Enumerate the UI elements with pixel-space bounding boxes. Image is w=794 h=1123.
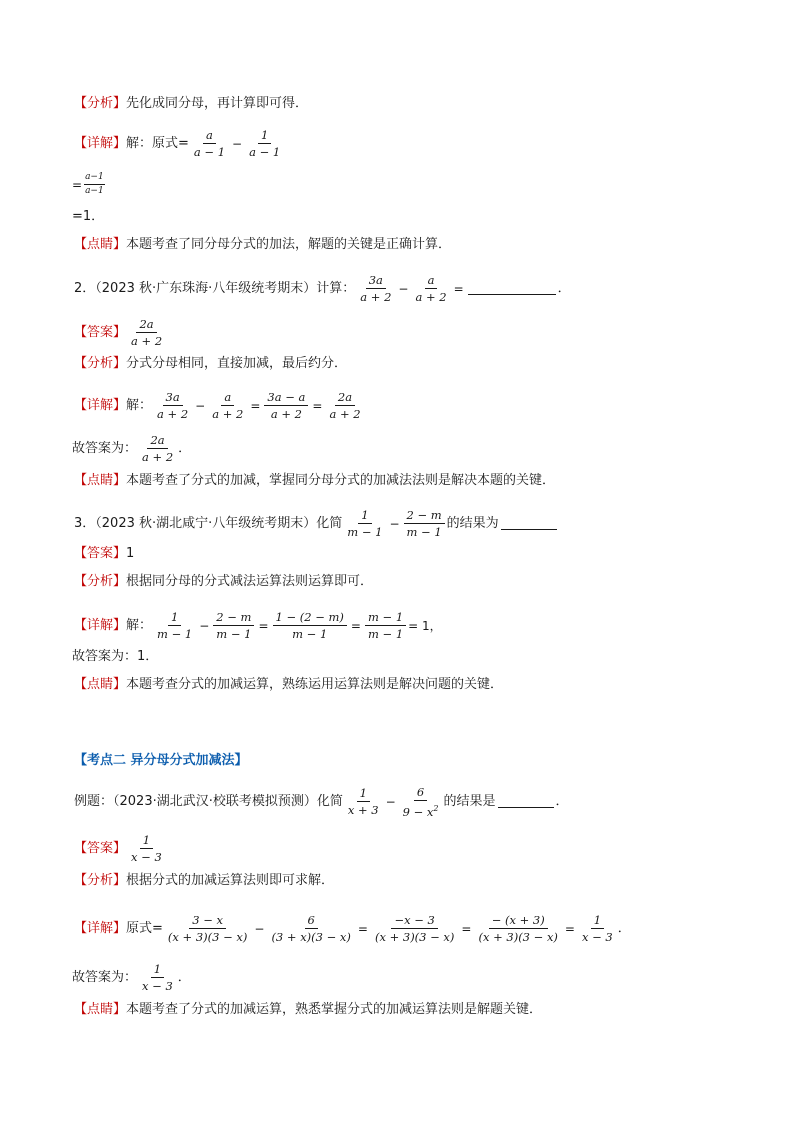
denominator: a + 2 bbox=[131, 334, 163, 348]
fraction bbox=[139, 433, 176, 464]
denominator: a + 2 bbox=[157, 407, 189, 421]
numerator: 2 − m bbox=[213, 610, 254, 626]
fraction bbox=[357, 273, 394, 304]
denominator: m − 1 bbox=[157, 627, 193, 641]
numerator: 3 − x bbox=[189, 913, 226, 929]
point-line-2 bbox=[74, 472, 734, 490]
denominator: a − 1 bbox=[193, 145, 226, 159]
analysis-line-1 bbox=[74, 95, 734, 113]
answer-line-2 bbox=[74, 317, 734, 348]
denominator: m − 1 bbox=[292, 627, 328, 641]
fraction bbox=[246, 128, 283, 159]
denominator: (x + 3)(3 − x) bbox=[478, 930, 558, 944]
point-tag: 【点睛】 bbox=[74, 237, 127, 252]
equals-sign: = bbox=[312, 398, 323, 413]
point-line-3 bbox=[74, 676, 734, 694]
final-text: 故答案为： bbox=[72, 440, 138, 456]
question-prefix: 例题：（2023·湖北武汉·校联考模拟预测）化简 bbox=[74, 793, 343, 809]
fraction bbox=[139, 962, 176, 993]
numerator: 1 bbox=[258, 128, 271, 144]
question-prefix: 2．（2023 秋·广东珠海·八年级统考期末）计算： bbox=[74, 280, 356, 296]
equals-sign: = bbox=[564, 921, 575, 936]
fraction bbox=[475, 913, 560, 944]
detail-text: 解： bbox=[126, 397, 153, 413]
analysis-text: 根据同分母的分式减法运算法则运算即可． bbox=[126, 574, 374, 589]
equals-sign: = bbox=[350, 618, 361, 633]
analysis-tag: 【分析】 bbox=[74, 574, 127, 589]
point-line-4 bbox=[74, 1001, 734, 1019]
denominator: a + 2 bbox=[360, 290, 392, 304]
fraction bbox=[165, 913, 250, 944]
fraction bbox=[273, 610, 347, 641]
final-end: ． bbox=[177, 969, 191, 985]
final-answer-4 bbox=[72, 962, 734, 993]
equals-sign: = bbox=[258, 618, 269, 633]
answer-line-3 bbox=[74, 545, 734, 563]
numerator: − (x + 3) bbox=[489, 913, 548, 929]
denominator: (x + 3)(3 − x) bbox=[374, 930, 455, 944]
numerator: 1 bbox=[168, 610, 181, 626]
fraction bbox=[326, 390, 363, 421]
detail-end: ． bbox=[617, 920, 631, 936]
minus-sign: − bbox=[254, 921, 265, 936]
analysis-line-4 bbox=[74, 872, 734, 890]
detail-text: 解： bbox=[126, 617, 153, 633]
example-question bbox=[74, 785, 734, 819]
denominator: m − 1 bbox=[216, 627, 252, 641]
minus-sign: − bbox=[385, 794, 396, 809]
answer-blank bbox=[498, 795, 554, 808]
denominator: m − 1 bbox=[367, 627, 404, 641]
fraction bbox=[365, 610, 406, 641]
analysis-text: 根据分式的加减运算法则即可求解． bbox=[126, 873, 335, 888]
denominator: a + 2 bbox=[329, 407, 361, 421]
numerator: a bbox=[425, 273, 438, 289]
final-answer-2 bbox=[72, 433, 734, 464]
detail-tag: 【详解】 bbox=[74, 397, 127, 413]
equals-sign: = bbox=[453, 281, 464, 296]
fraction bbox=[128, 317, 165, 348]
denominator: a + 2 bbox=[142, 450, 174, 464]
fraction bbox=[154, 610, 195, 641]
fraction bbox=[154, 390, 191, 421]
section-title: 【考点二 异分母分式加减法】 bbox=[74, 753, 248, 768]
analysis-text: 分式分母相同，直接加减，最后约分． bbox=[126, 356, 348, 371]
minus-sign: − bbox=[398, 281, 409, 296]
denominator: x + 3 bbox=[347, 803, 379, 818]
question-end: ． bbox=[557, 280, 571, 296]
analysis-tag: 【分析】 bbox=[74, 356, 127, 371]
question-3 bbox=[74, 508, 734, 539]
fraction bbox=[400, 785, 442, 819]
answer-tag: 【答案】 bbox=[74, 546, 127, 561]
analysis-line-3 bbox=[74, 573, 734, 591]
fraction bbox=[345, 786, 382, 817]
minus-sign: − bbox=[195, 398, 206, 413]
point-line-1 bbox=[74, 236, 734, 254]
denominator: a + 2 bbox=[270, 407, 302, 421]
detail-line-4 bbox=[74, 913, 734, 944]
answer-blank bbox=[468, 282, 556, 295]
equals-sign: = bbox=[461, 921, 472, 936]
numerator: a bbox=[203, 128, 216, 144]
analysis-tag: 【分析】 bbox=[74, 873, 127, 888]
denominator: a + 2 bbox=[415, 290, 447, 304]
question-suffix: 的结果为 bbox=[446, 515, 499, 531]
numerator: 1 bbox=[140, 833, 153, 849]
fraction bbox=[404, 508, 445, 539]
analysis-text: 先化成同分母，再计算即可得． bbox=[126, 96, 309, 111]
numerator: −x − 3 bbox=[391, 913, 437, 929]
step-line-2 bbox=[72, 208, 734, 226]
numerator: 6 bbox=[305, 913, 318, 929]
fraction bbox=[213, 610, 254, 641]
fraction bbox=[264, 390, 308, 421]
equals-sign: = bbox=[357, 921, 368, 936]
numerator: 1 bbox=[358, 508, 371, 524]
step-line-1 bbox=[72, 172, 734, 197]
detail-line-1 bbox=[74, 128, 734, 159]
denominator: (3 + x)(3 − x) bbox=[271, 930, 351, 944]
answer-tag: 【答案】 bbox=[74, 324, 127, 340]
numerator: 1 bbox=[357, 786, 370, 802]
numerator: 2a bbox=[147, 433, 167, 449]
numerator: a−1 bbox=[84, 172, 105, 185]
section-heading bbox=[74, 752, 734, 770]
final-end: ． bbox=[178, 440, 192, 456]
fraction bbox=[372, 913, 457, 944]
point-text: 本题考查分式的加减运算，熟练运用运算法则是解决问题的关键． bbox=[126, 677, 504, 692]
numerator: 6 bbox=[414, 785, 427, 801]
denominator-base: 9 − x bbox=[402, 804, 434, 819]
point-tag: 【点睛】 bbox=[74, 1002, 127, 1017]
minus-sign: − bbox=[199, 618, 210, 633]
denominator: a + 2 bbox=[212, 407, 244, 421]
fraction bbox=[191, 128, 228, 159]
final-text: 故答案为：1． bbox=[72, 649, 159, 664]
detail-text: 解：原式= bbox=[126, 135, 189, 151]
answer-tag: 【答案】 bbox=[74, 840, 127, 856]
numerator: 3a bbox=[366, 273, 386, 289]
point-text: 本题考查了分式的加减，掌握同分母分式的加减法法则是解决本题的关键． bbox=[126, 473, 556, 488]
numerator: 2 − m bbox=[404, 508, 445, 524]
detail-line-2 bbox=[74, 390, 734, 421]
numerator: 1 − (2 − m) bbox=[273, 610, 347, 626]
final-answer-3 bbox=[72, 648, 734, 666]
question-prefix: 3．（2023 秋·湖北咸宁·八年级统考期末）化简 bbox=[74, 515, 343, 531]
minus-sign: − bbox=[389, 516, 400, 531]
answer-line-4 bbox=[74, 833, 734, 864]
numerator: m − 1 bbox=[365, 610, 406, 626]
answer-blank bbox=[501, 517, 557, 530]
equals-sign: = bbox=[72, 177, 83, 192]
denominator: a − 1 bbox=[249, 145, 281, 159]
numerator: a bbox=[221, 390, 234, 406]
denominator: m − 1 bbox=[347, 525, 383, 539]
denominator: m − 1 bbox=[406, 525, 442, 539]
step-result: =1． bbox=[72, 209, 105, 224]
denominator: x − 3 bbox=[131, 850, 162, 864]
detail-tag: 【详解】 bbox=[74, 617, 127, 633]
fraction bbox=[268, 913, 353, 944]
denominator: (x + 3)(3 − x) bbox=[167, 930, 248, 944]
fraction bbox=[579, 913, 616, 944]
fraction bbox=[412, 273, 449, 304]
equals-sign: = bbox=[250, 398, 261, 413]
fraction bbox=[209, 390, 246, 421]
detail-tail: = 1， bbox=[408, 618, 442, 633]
final-text: 故答案为： bbox=[72, 969, 138, 985]
numerator: 2a bbox=[335, 390, 355, 406]
denominator: a−1 bbox=[85, 186, 104, 196]
minus-sign: − bbox=[232, 136, 243, 151]
question-end: ． bbox=[555, 793, 569, 809]
numerator: 3a − a bbox=[264, 390, 308, 406]
numerator: 1 bbox=[591, 913, 604, 929]
fraction bbox=[344, 508, 385, 539]
point-tag: 【点睛】 bbox=[74, 473, 127, 488]
question-suffix: 的结果是 bbox=[443, 793, 496, 809]
answer-text: 1 bbox=[126, 546, 135, 561]
detail-tag: 【详解】 bbox=[74, 135, 127, 151]
point-tag: 【点睛】 bbox=[74, 677, 127, 692]
analysis-tag: 【分析】 bbox=[74, 96, 127, 111]
numerator: 1 bbox=[151, 962, 164, 978]
denominator: x − 3 bbox=[142, 979, 173, 993]
detail-text: 原式= bbox=[126, 920, 163, 936]
fraction bbox=[84, 172, 105, 197]
question-2 bbox=[74, 273, 734, 304]
fraction bbox=[128, 833, 165, 864]
exponent: 2 bbox=[433, 804, 439, 813]
numerator: 2a bbox=[136, 317, 156, 333]
point-text: 本题考查了分式的加减运算，熟悉掌握分式的加减运算法则是解题关键． bbox=[126, 1002, 543, 1017]
detail-tag: 【详解】 bbox=[74, 920, 127, 936]
detail-line-3 bbox=[74, 610, 734, 641]
numerator: 3a bbox=[163, 390, 183, 406]
denominator bbox=[400, 801, 442, 819]
denominator: x − 3 bbox=[581, 930, 613, 944]
analysis-line-2 bbox=[74, 355, 734, 373]
point-text: 本题考查了同分母分式的加法，解题的关键是正确计算． bbox=[126, 237, 452, 252]
